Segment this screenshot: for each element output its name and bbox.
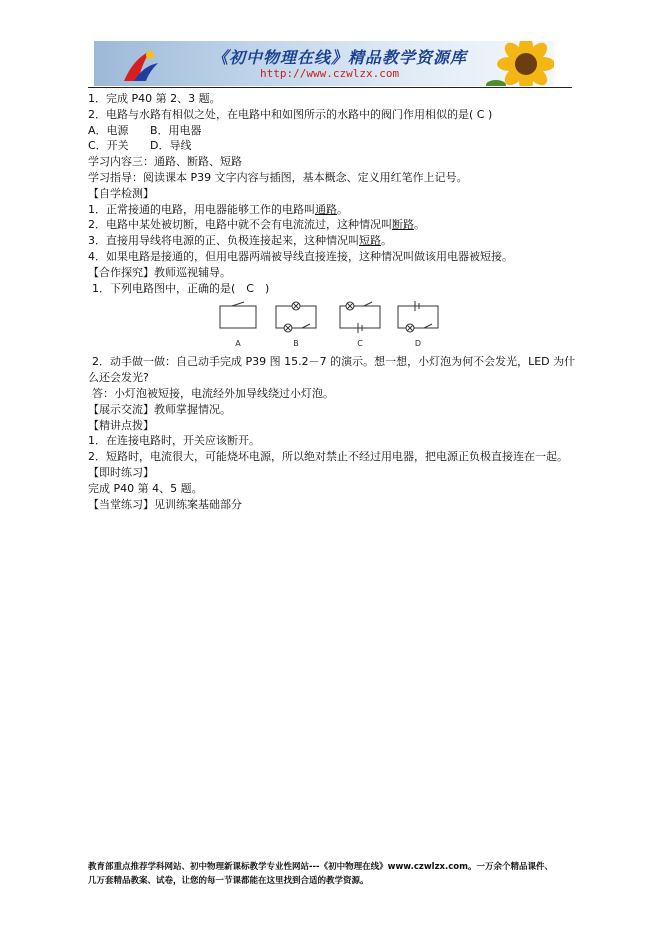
circuit-label-c: C — [357, 339, 363, 349]
option-b: B．用电器 — [150, 123, 202, 137]
section-tag: 【即时练习】 — [88, 465, 154, 479]
circuit-diagrams — [88, 300, 580, 352]
section-tag: 【精讲点拨】 — [88, 418, 154, 432]
circuit-figure — [218, 300, 450, 352]
option-c: C．开关 — [88, 139, 129, 153]
banner-url: http://www.czwlzx.com — [260, 67, 400, 80]
text-line: 2．电路与水路有相似之处，在电路中和如图所示的水路中的阀门作用相似的是( C ) — [88, 107, 493, 121]
header-rule — [88, 87, 572, 88]
answer-line: 答：小灯泡被短接，电流经外加导线绕过小灯泡。 — [92, 386, 334, 400]
options-row — [88, 123, 580, 139]
footer-line: 几万套精品教案、试卷，让您的每一节课都能在这里找到合适的教学资源。 — [88, 876, 369, 886]
circuit-label-a: A — [235, 339, 241, 349]
text-line: 4．如果电路是接通的，但用电器两端被导线直接连接，这种情况叫做该用电器被短接。 — [88, 249, 513, 263]
text-line: 1．完成 P40 第 2、3 题。 — [88, 92, 221, 105]
answer-underlined: 短路 — [359, 234, 381, 248]
footer-line: 教育部重点推荐学科网站、初中物理新课标教学专业性网站---《初中物理在线》www.czwlzx.com。一万余个精品课件、 — [88, 862, 553, 872]
section-heading: 学习内容三：通路、断路、短路 — [88, 155, 242, 169]
option-d: D．导线 — [150, 139, 192, 153]
section-tag: 【当堂练习】见训练案基础部分 — [88, 497, 242, 511]
text-line: 1．正常接通的电路，用电器能够工作的电路叫通路。 — [88, 202, 348, 216]
text-line: 2．电路中某处被切断，电路中就不会有电流流过，这种情况叫断路。 — [88, 218, 425, 232]
text-line: 2．短路时，电流很大，可能烧坏电源，所以绝对禁止不经过用电器，把电源正负极直接连在一起。 — [88, 450, 568, 464]
options-row — [88, 138, 580, 154]
document-body — [88, 91, 580, 512]
page-footer — [88, 860, 588, 888]
text-line: 3．直接用导线将电源的正、负极连接起来，这种情况叫短路。 — [88, 234, 392, 248]
text-line: 完成 P40 第 4、5 题。 — [88, 481, 203, 495]
circuit-label-d: D — [414, 339, 422, 349]
text-line: 2．动手做一做：自己动手完成 P39 图 15.2－7 的演示。想一想，小灯泡为何不会发光，LED 为什么还会发光? — [88, 355, 576, 385]
text-line: 1．在连接电路时，开关应该断开。 — [88, 434, 260, 448]
section-tag: 【自学检测】 — [88, 186, 154, 200]
section-tag: 【展示交流】教师掌握情况。 — [88, 402, 231, 416]
banner-title: 《初中物理在线》精品教学资源库 — [212, 48, 468, 67]
option-a: A．电源 — [88, 123, 129, 137]
sunflower-icon — [486, 41, 554, 86]
text-line: 1．下列电路图中，正确的是( C ) — [92, 281, 270, 295]
site-logo-icon — [120, 47, 160, 83]
header-banner — [94, 41, 554, 86]
answer-underlined: 断路 — [392, 218, 414, 232]
text-line: 学习指导：阅读课本 P39 文字内容与插图，基本概念、定义用红笔作上记号。 — [88, 170, 468, 184]
section-tag: 【合作探究】教师巡视辅导。 — [88, 265, 231, 279]
answer-underlined: 通路 — [315, 202, 337, 216]
circuit-label-b: B — [293, 339, 299, 349]
